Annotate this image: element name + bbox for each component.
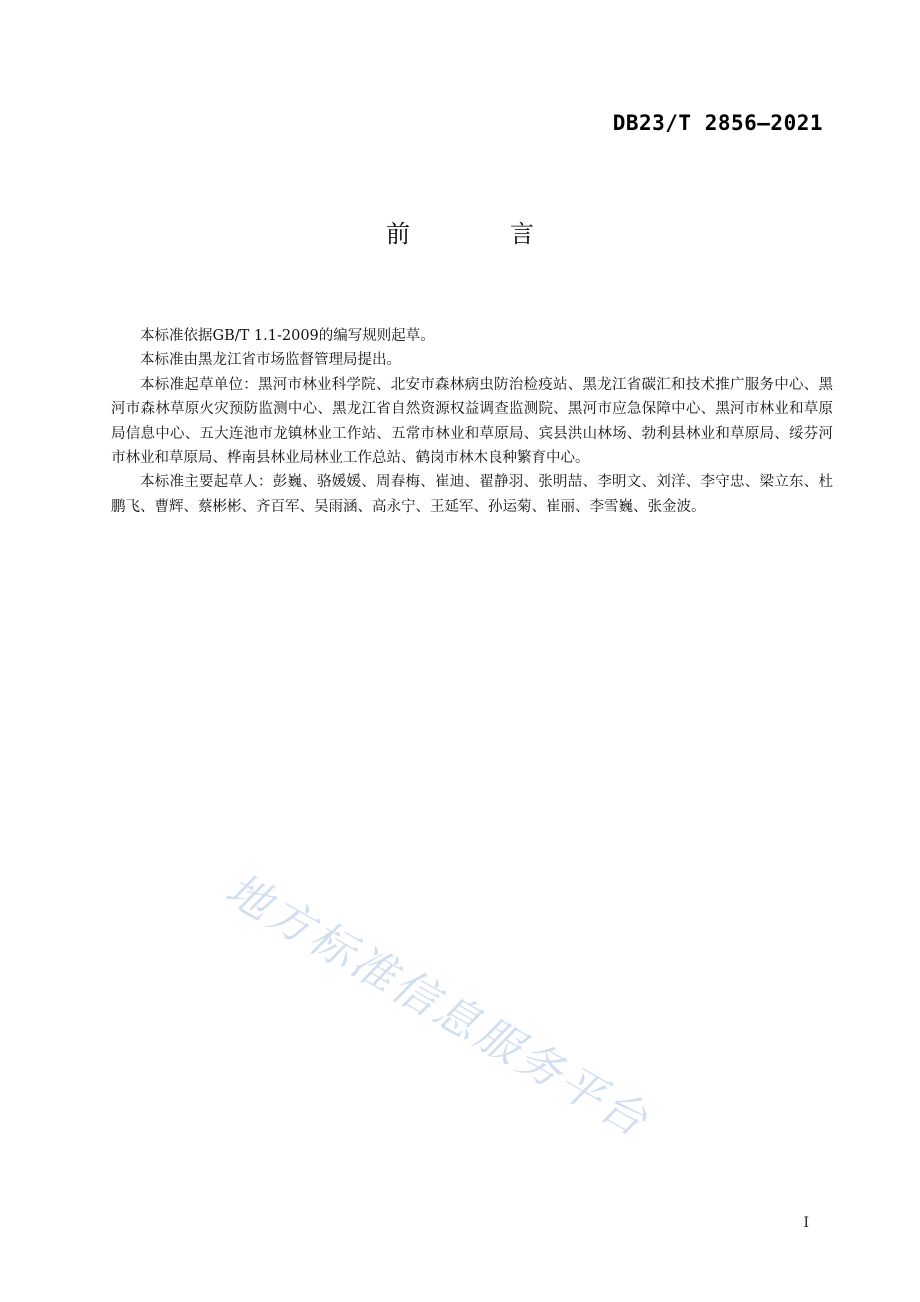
document-code: DB23/T 2856—2021 [612,111,823,135]
paragraph-drafting-units: 本标准起草单位：黑河市林业科学院、北安市森林病虫防治检疫站、黑龙江省碳汇和技术推广服务中心、黑河市森林草原火灾预防监测中心、黑龙江省自然资源权益调查监测院、黑河市应急保障中心、黑河市林业和草原局信息中心、五大连池市龙镇林业工作站、五常市林业和草原局、宾县洪山林场、勃利县林业和草原局、绥芬河市林业和草原局、桦南县林业局林业工作总站、鹤岗市林木良种繁育中心。 [111,376,833,467]
watermark: 地方标准信息服务平台 [217,863,659,1148]
page-number: I [803,1215,809,1231]
body-text [111,324,833,519]
paragraph-drafting-rules: 本标准依据GB/T 1.1-2009的编写规则起草。 [140,328,435,344]
paragraph-proposer: 本标准由黑龙江省市场监督管理局提出。 [140,352,401,369]
paragraph-drafters: 本标准主要起草人：彭巍、骆媛媛、周春梅、崔迪、翟静羽、张明喆、李明文、刘洋、李守忠、梁立东、杜鹏飞、曹辉、蔡彬彬、齐百军、吴雨涵、高永宁、王延军、孙运菊、崔丽、李雪巍、张金波。 [111,474,833,515]
page-title: 前 言 [386,220,572,248]
